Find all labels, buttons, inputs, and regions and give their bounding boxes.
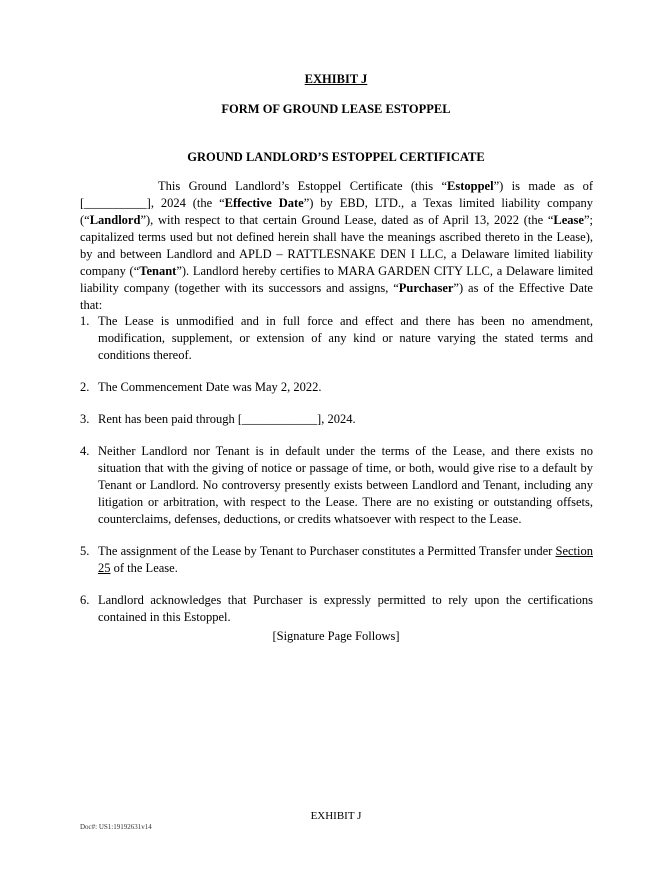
item-text: Neither Landlord nor Tenant is in default under the terms of the Lease, and there exists no situation that with the giving of notice or passage of time, or both, would give rise to a default by Tenant or Landlord. No controversy presently exists between Landlord and Tenant, including any litigation or arbitration, with respect to the Lease. There are no existing or outstanding offsets, counterclaims, defenses, deductions, or credits whatsoever with respect to the Lease. (98, 444, 593, 526)
exhibit-heading: EXHIBIT J (304, 72, 368, 86)
defined-term-lease: Lease (553, 213, 584, 227)
intro-text: ”) as of the Effective Date that: (80, 281, 593, 312)
defined-term-estoppel: Estoppel (447, 179, 494, 193)
item-text-part: of the Lease. (110, 561, 178, 575)
signature-page-note: [Signature Page Follows] (272, 629, 400, 643)
defined-term-effective-date: Effective Date (224, 196, 304, 210)
intro-text: ”). Landlord hereby certifies to MARA GARDEN CITY LLC, a Delaware limited liability company (together with its successors and assigns, “ (80, 264, 594, 295)
form-title: FORM OF GROUND LEASE ESTOPPEL (221, 102, 451, 116)
item-text: Landlord acknowledges that Purchaser is expressly permitted to rely upon the certifications contained in this Estoppel. (98, 593, 593, 624)
defined-term-tenant: Tenant (139, 264, 177, 278)
certificate-title: GROUND LANDLORD’S ESTOPPEL CERTIFICATE (187, 150, 485, 164)
defined-term-landlord: Landlord (89, 213, 141, 227)
item-number: 6. (80, 593, 90, 607)
item-text: The Lease is unmodified and in full force and effect and there has been no amendment, modification, supplement, or extension of any kind or nature varying the stated terms and conditions thereof. (98, 314, 593, 362)
list-item (80, 443, 593, 528)
item-number: 4. (80, 444, 90, 458)
intro-text: ”), with respect to that certain Ground Lease, dated as of April 13, 2022 (the “ (140, 213, 554, 227)
list-item (80, 592, 593, 626)
list-item (80, 543, 593, 577)
item-text-part: The assignment of the Lease by Tenant to Purchaser constitutes a Permitted Transfer under (98, 544, 556, 558)
item-text: The Commencement Date was May 2, 2022. (98, 380, 322, 394)
list-item (80, 313, 593, 364)
document-id: Doc#: US1:19192631v14 (80, 823, 152, 831)
item-text (98, 544, 593, 575)
intro-paragraph (80, 178, 593, 314)
list-item (80, 379, 593, 396)
item-number: 2. (80, 380, 90, 394)
defined-term-purchaser: Purchaser (398, 281, 454, 295)
footer-exhibit-label: EXHIBIT J (310, 810, 362, 822)
intro-text: ”; capitalized terms used but not defined herein shall have the meanings ascribed thereto in the Lease), by and between Landlord and APLD – RATTLESNAKE DEN I LLC, a Delaware limited liability company (“ (80, 213, 593, 278)
certification-list (80, 313, 593, 641)
section-reference: Section 25 (98, 544, 593, 575)
item-number: 1. (80, 314, 90, 328)
list-item (80, 411, 593, 428)
intro-text: ”) by EBD, LTD., a Texas limited liability company (“ (80, 196, 593, 227)
intro-text: This Ground Landlord’s Estoppel Certificate (this “ (158, 179, 448, 193)
item-text: Rent has been paid through [____________], 2024. (98, 412, 356, 426)
intro-text: ”) is made as of [__________], 2024 (the “ (80, 179, 593, 210)
item-number: 5. (80, 544, 90, 558)
item-number: 3. (80, 412, 90, 426)
